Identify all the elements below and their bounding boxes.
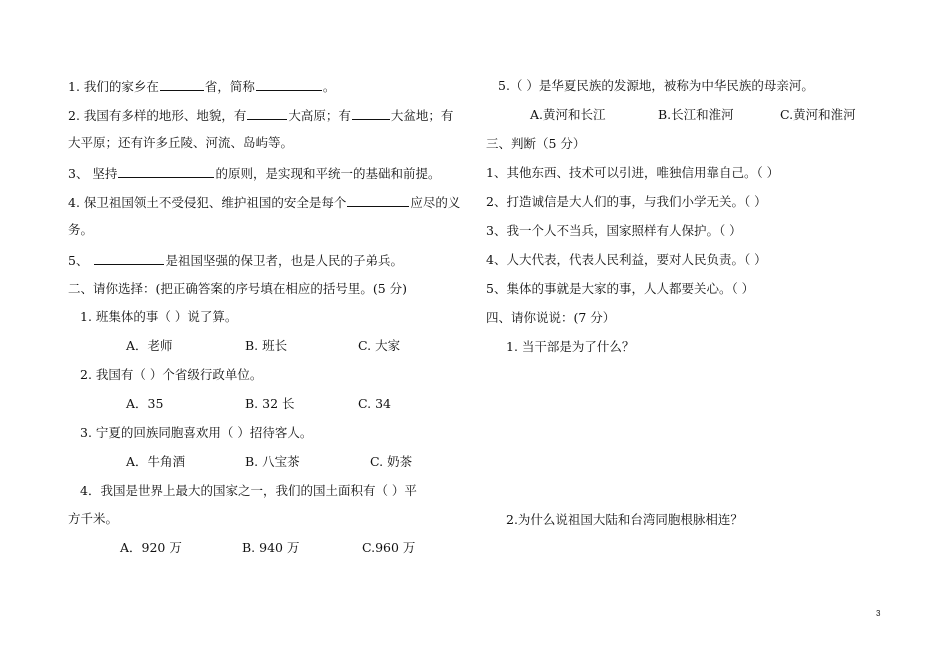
q2-blank-2[interactable] [352, 107, 390, 120]
tf-item-2: 2、打造诚信是大人们的事，与我们小学无关。（ ） [486, 194, 767, 209]
fill-q5 [68, 252, 403, 269]
mc4-stem-cont: 方千米。 [68, 511, 119, 526]
q5-text-b: 是祖国坚强的保卫者，也是人民的子弟兵。 [165, 253, 403, 268]
mc3-option-b[interactable]: B. 八宝茶 [245, 454, 300, 469]
mc1-stem: 1. 班集体的事（ ）说了算。 [80, 309, 238, 324]
mc5-stem: 5.（ ）是华夏民族的发源地，被称为中华民族的母亲河。 [498, 78, 814, 93]
mc5-option-a[interactable]: A.黄河和长江 [530, 107, 606, 122]
q3-text-b: 的原则，是实现和平统一的基础和前提。 [215, 166, 441, 181]
fill-q1 [68, 78, 335, 95]
tf-item-5: 5、集体的事就是大家的事，人人都要关心。（ ） [486, 281, 755, 296]
mc1-option-c[interactable]: C. 大家 [358, 338, 401, 353]
mc1-option-b[interactable]: B. 班长 [245, 338, 288, 353]
fill-q3 [68, 165, 440, 182]
section-4-heading: 四、请你说说：(7 分） [486, 310, 616, 325]
q1-text-a: 1. 我们的家乡在 [68, 79, 159, 94]
tf-item-4: 4、人大代表，代表人民利益，要对人民负责。（ ） [486, 252, 767, 267]
say-question-1: 1. 当干部是为了什么？ [506, 339, 635, 354]
fill-q4-cont: 务。 [68, 222, 94, 237]
q2-blank-1[interactable] [247, 107, 287, 120]
q5-text-a: 5、 [68, 253, 89, 268]
mc2-option-a[interactable]: A．35 [126, 396, 164, 411]
say-question-2: 2.为什么说祖国大陆和台湾同胞根脉相连？ [506, 512, 743, 527]
q1-text-b: 省，简称 [204, 79, 255, 94]
mc2-option-c[interactable]: C. 34 [358, 396, 391, 411]
mc3-option-a[interactable]: A．牛角酒 [126, 454, 186, 469]
mc4-option-a[interactable]: A．920 万 [120, 540, 182, 555]
tf-item-3: 3、我一个人不当兵，国家照样有人保护。（ ） [486, 223, 742, 238]
mc3-stem: 3. 宁夏的回族同胞喜欢用（ ）招待客人。 [80, 425, 313, 440]
q2-text-b: 大高原；有 [288, 108, 351, 123]
q1-blank-2[interactable] [256, 78, 322, 91]
q3-text-a: 3、 坚持 [68, 166, 118, 181]
mc2-option-b[interactable]: B. 32 长 [245, 396, 295, 411]
q1-text-c: 。 [322, 79, 336, 94]
mc5-option-c[interactable]: C.黄河和淮河 [780, 107, 856, 122]
q4-text-a: 4. 保卫祖国领土不受侵犯、维护祖国的安全是每个 [68, 195, 347, 210]
tf-item-1: 1、其他东西、技术可以引进，唯独信用靠自己。（ ） [486, 165, 780, 180]
q2-text-a: 2. 我国有多样的地形、地貌，有 [68, 108, 247, 123]
mc4-option-b[interactable]: B. 940 万 [242, 540, 300, 555]
mc3-option-c[interactable]: C. 奶茶 [370, 454, 413, 469]
mc4-stem: 4．我国是世界上最大的国家之一，我们的国土面积有（ ）平 [80, 483, 417, 498]
q4-text-b: 应尽的义 [410, 195, 461, 210]
section-2-heading: 二、请你选择：(把正确答案的序号填在相应的括号里。(5 分) [68, 281, 408, 296]
fill-q2 [68, 107, 453, 124]
q1-blank-1[interactable] [160, 78, 204, 91]
mc4-option-c[interactable]: C.960 万 [362, 540, 416, 555]
mc2-stem: 2. 我国有（ ）个省级行政单位。 [80, 367, 263, 382]
mc5-option-b[interactable]: B.长江和淮河 [658, 107, 734, 122]
fill-q2-cont: 大平原；还有许多丘陵、河流、岛屿等。 [68, 135, 294, 150]
mc1-option-a[interactable]: A．老师 [126, 338, 173, 353]
q3-blank[interactable] [118, 165, 214, 178]
section-3-heading: 三、判断（5 分） [486, 136, 586, 151]
q2-text-c: 大盆地；有 [390, 108, 454, 123]
q4-blank[interactable] [347, 194, 409, 207]
page-number: 3 [876, 609, 881, 618]
fill-q4 [68, 194, 460, 211]
q5-blank[interactable] [94, 252, 164, 265]
